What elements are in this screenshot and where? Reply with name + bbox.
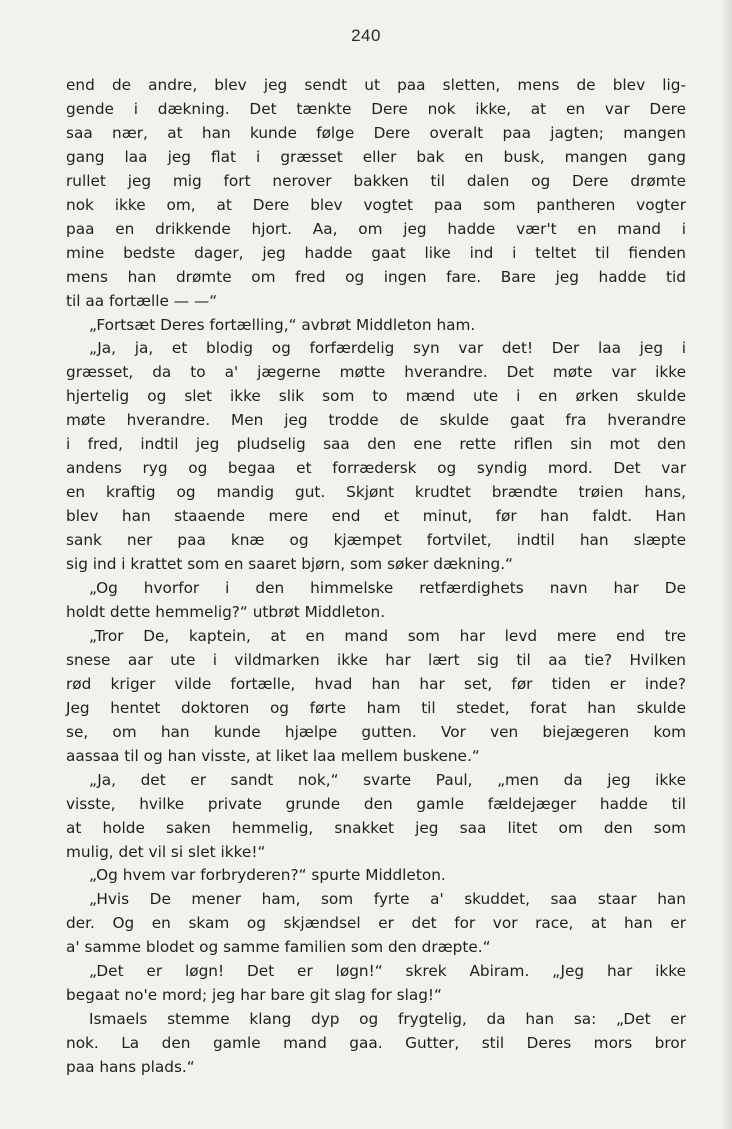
text-line: blev han staaende mere end et minut, før han faldt. Han [66, 507, 686, 526]
text-line: „Ja, det er sandt nok,“ svarte Paul, „men da jeg ikke [89, 770, 686, 789]
text-line: en kraftig og mandig gut. Skjønt krudtet brændte trøien hans, [66, 483, 686, 502]
text-line: „Og hvem var forbryderen?“ spurte Middleton. [89, 866, 446, 885]
text-line: „Det er løgn! Det er løgn!“ skrek Abiram. „Jeg har ikke [89, 962, 686, 981]
text-line: græsset, da to a' jægerne møtte hverandre. Det møte var ikke [66, 363, 686, 382]
text-line: holdt dette hemmelig?“ utbrøt Middleton. [66, 602, 386, 621]
text-line: se, om han kunde hjælpe gutten. Vor ven biejægeren kom [66, 722, 686, 741]
text-line: saa nær, at han kunde følge Dere overalt paa jagten; mangen [66, 123, 686, 142]
text-line: møte hverandre. Men jeg trodde de skulde gaat fra hverandre [66, 411, 686, 430]
text-line: snese aar ute i vildmarken ikke har lært sig til aa tie? Hvilken [66, 650, 686, 669]
text-line: Ismaels stemme klang dyp og frygtelig, da han sa: „Det er [89, 1010, 686, 1029]
text-line: til aa fortælle — —“ [66, 291, 218, 310]
text-line: visste, hvilke private grunde den gamle fældejæger hadde til [66, 794, 686, 813]
page-number: 240 [351, 26, 381, 45]
text-line: paa hans plads.“ [66, 1058, 195, 1077]
text-line: gende i dækning. Det tænkte Dere nok ikke, at en var Dere [66, 99, 686, 118]
text-line: sank ner paa knæ og kjæmpet fortvilet, indtil han slæpte [66, 531, 686, 550]
text-line: Jeg hentet doktoren og førte ham til stedet, forat han skulde [66, 698, 686, 717]
text-line: i fred, indtil jeg pludselig saa den ene rette riflen sin mot den [66, 435, 686, 454]
text-line: andens ryg og begaa et forrædersk og syndig mord. Det var [66, 459, 686, 478]
text-line: „Ja, ja, et blodig og forfærdelig syn var det! Der laa jeg i [89, 339, 686, 358]
text-line: end de andre, blev jeg sendt ut paa sletten, mens de blev lig- [66, 76, 686, 94]
body-text [66, 74, 686, 1080]
text-line: rød kriger vilde fortælle, hvad han har set, før tiden er inde? [66, 674, 686, 693]
text-line: mulig, det vil si slet ikke!“ [66, 842, 266, 861]
text-line: at holde saken hemmelig, snakket jeg saa litet om den som [66, 818, 686, 837]
text-line: der. Og en skam og skjændsel er det for vor race, at han er [66, 914, 686, 933]
text-line: nok. La den gamle mand gaa. Gutter, stil Deres mors bror [66, 1034, 686, 1053]
text-line: aassaa til og han visste, at liket laa mellem buskene.“ [66, 746, 480, 765]
page-edge-shadow [722, 0, 732, 1129]
text-line: sig ind i krattet som en saaret bjørn, som søker dækning.“ [66, 555, 513, 574]
text-line: „Og hvorfor i den himmelske retfærdighets navn har De [89, 579, 686, 598]
text-line: begaat no'e mord; jeg har bare git slag for slag!“ [66, 986, 442, 1005]
text-line: gang laa jeg flat i græsset eller bak en busk, mangen gang [66, 147, 686, 166]
text-line: mine bedste dager, jeg hadde gaat like ind i teltet til fienden [66, 243, 686, 262]
text-line: rullet jeg mig fort nerover bakken til dalen og Dere drømte [66, 171, 686, 190]
text-line: paa en drikkende hjort. Aa, om jeg hadde vær't en mand i [66, 219, 686, 238]
text-line: mens han drømte om fred og ingen fare. Bare jeg hadde tid [66, 267, 686, 286]
text-line: nok ikke om, at Dere blev vogtet paa som pantheren vogter [66, 195, 686, 214]
text-line: „Hvis De mener ham, som fyrte a' skuddet, saa staar han [89, 890, 686, 909]
text-line: „Tror De, kaptein, at en mand som har levd mere end tre [89, 626, 686, 645]
text-line: a' samme blodet og samme familien som den dræpte.“ [66, 938, 491, 957]
text-line: „Fortsæt Deres fortælling,“ avbrøt Middleton ham. [89, 315, 476, 334]
text-line: hjertelig og slet ikke slik som to mænd ute i en ørken skulde [66, 387, 686, 406]
